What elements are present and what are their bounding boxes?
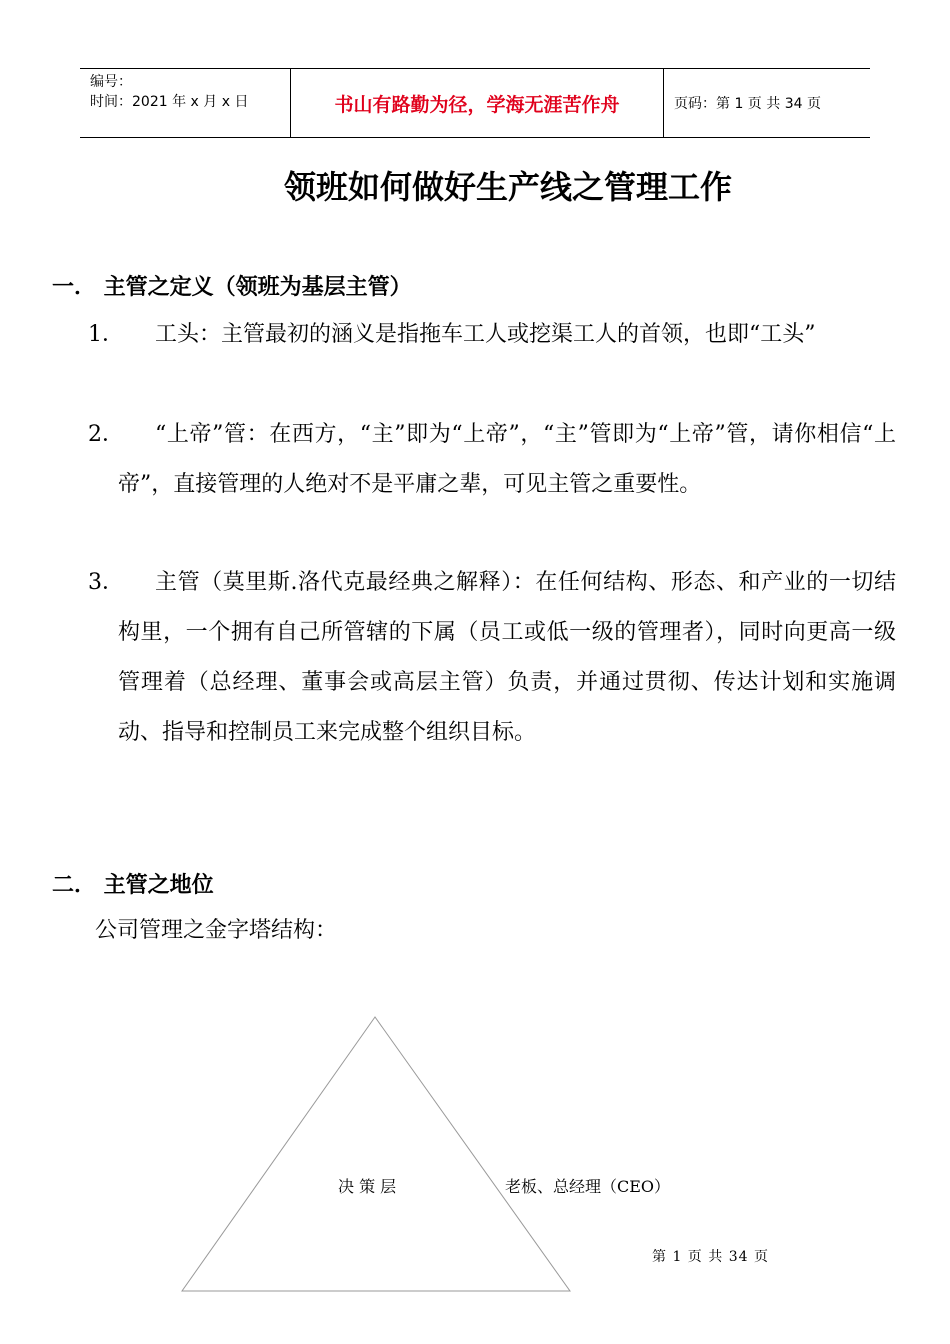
- list-item: [88, 410, 896, 510]
- item-number: 1．: [88, 322, 124, 347]
- list-item: [88, 310, 896, 360]
- page-footer: 第 1 页 共 34 页: [652, 1249, 769, 1265]
- section-heading-2: 二． 主管之地位: [52, 873, 214, 898]
- page-title: 领班如何做好生产线之管理工作: [283, 168, 732, 206]
- item-number: 3．: [88, 570, 124, 595]
- header-table: [80, 68, 870, 138]
- list-item: [88, 558, 896, 758]
- pyramid-level-desc: 老板、总经理（CEO）: [505, 1177, 671, 1196]
- item-text: 主管（莫里斯.洛代克最经典之解释）：在任何结构、形态、和产业的一切结构里，一个拥有自己所管辖的下属（员工或低一级的管理者），同时向更高一级管理着（总经理、董事会或高层主管）负责，并通过贯彻、传达计划和实施调动、指导和控制员工来完成整个组织目标。: [118, 570, 896, 745]
- pyramid-triangle: [182, 1017, 570, 1291]
- item-text: 工头：主管最初的涵义是指拖车工人或挖渠工人的首领，也即“工头”: [155, 322, 816, 347]
- pyramid-diagram: [180, 1015, 575, 1295]
- page-info: 页码：第 1 页 共 34 页: [674, 96, 821, 112]
- header-left-cell: [80, 69, 290, 137]
- section-intro: 公司管理之金字塔结构：: [95, 918, 338, 943]
- item-text: “上帝”管：在西方，“主”即为“上帝”，“主”管即为“上帝”管，请你相信“上帝”，直接管理的人绝对不是平庸之辈，可见主管之重要性。: [118, 422, 896, 497]
- pyramid-level-label: 决 策 层: [338, 1177, 397, 1196]
- code-label: 编号：: [90, 74, 132, 90]
- motto: 书山有路勤为径，学海无涯苦作舟: [290, 69, 664, 137]
- section-heading-1: 一． 主管之定义（领班为基层主管）: [52, 275, 412, 300]
- item-number: 2．: [88, 422, 124, 447]
- time-label: 时间：2021 年 x 月 x 日: [90, 94, 249, 110]
